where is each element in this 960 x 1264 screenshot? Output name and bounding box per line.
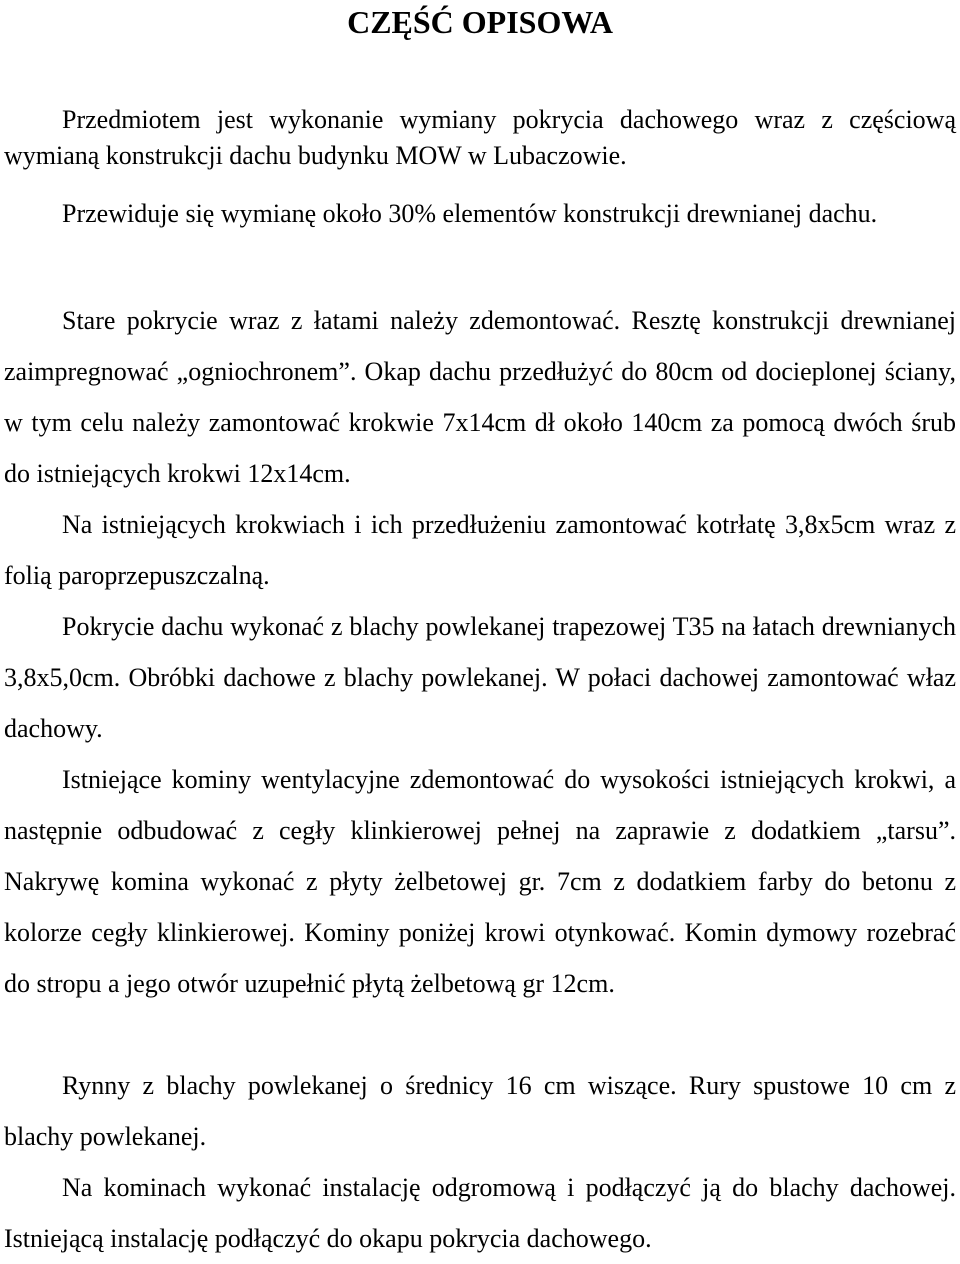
- paragraph-roof-covering: Pokrycie dachu wykonać z blachy powlekanej trapezowej T35 na łatach drewnianych 3,8x5,0cm. Obróbki dachowe z blachy powlekanej. W połaci dachowej zamontować właz dachowy.: [4, 612, 956, 743]
- page-title: CZĘŚĆ OPISOWA: [347, 4, 613, 40]
- paragraph-structure-replacement: Przewiduje się wymianę około 30% elementów konstrukcji drewnianej dachu.: [62, 199, 878, 228]
- paragraph-gutters: Rynny z blachy powlekanej o średnicy 16 cm wiszące. Rury spustowe 10 cm z blachy powlekanej.: [4, 1071, 956, 1151]
- paragraph-chimneys: Istniejące kominy wentylacyjne zdemontować do wysokości istniejących krokwi, a następnie odbudować z cegły klinkierowej pełnej na zaprawie z dodatkiem „tarsu”. Nakrywę komina wykonać z płyty żelbetowej gr. 7cm z dodatkiem farby do betonu z kolorze cegły klinkierowej. Kominy poniżej krowi otynkować. Komin dymowy rozebrać do stropu a jego otwór uzupełnić płytą żelbetową gr 12cm.: [4, 765, 956, 998]
- paragraph-dismantling-eaves: Stare pokrycie wraz z łatami należy zdemontować. Resztę konstrukcji drewnianej zaimpregnować „ogniochronem”. Okap dachu przedłużyć do 80cm od docieplonej ściany, w tym celu należy zamontować krokwie 7x14cm dł około 140cm za pomocą dwóch śrub do istniejących krokwi 12x14cm.: [4, 306, 956, 488]
- paragraph-counter-battens: Na istniejących krokwiach i ich przedłużeniu zamontować kotrłatę 3,8x5cm wraz z folią paroprzepuszczalną.: [4, 510, 956, 590]
- paragraph-scope: Przedmiotem jest wykonanie wymiany pokrycia dachowego wraz z częściową wymianą konstrukcji dachu budynku MOW w Lubaczowie.: [4, 105, 956, 170]
- paragraph-lightning-protection: Na kominach wykonać instalację odgromową i podłączyć ją do blachy dachowej. Istniejącą instalację podłączyć do okapu pokrycia dachowego.: [4, 1173, 956, 1253]
